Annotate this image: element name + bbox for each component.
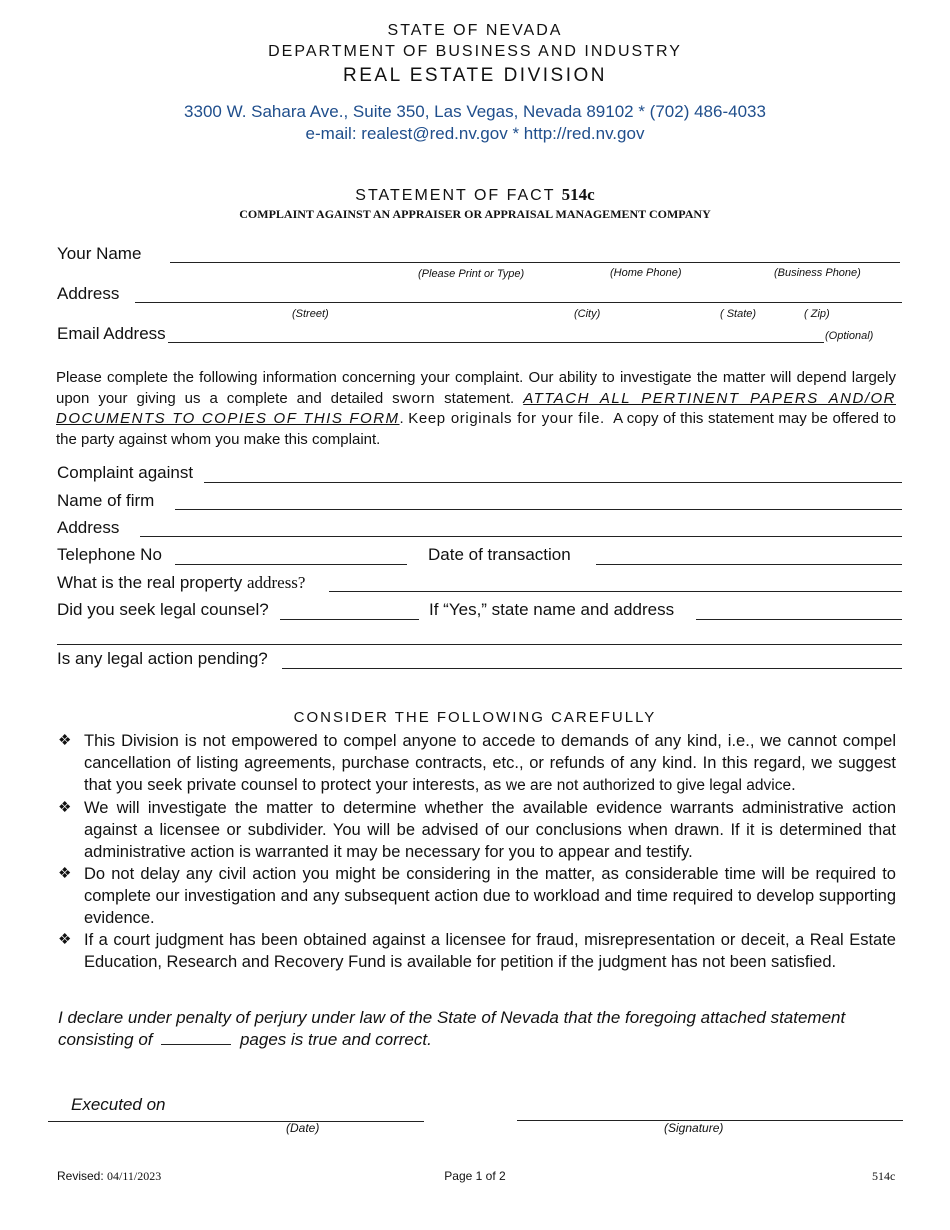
- contact-address: 3300 W. Sahara Ave., Suite 350, Las Vegas, Nevada 89102 * (702) 486-4033: [184, 102, 766, 121]
- email-address-label: Email Address: [57, 324, 166, 343]
- firm-name-field[interactable]: [175, 509, 902, 510]
- date-hint: (Date): [286, 1121, 320, 1135]
- property-address-field[interactable]: [329, 591, 902, 592]
- zip-hint: ( Zip): [804, 308, 830, 320]
- counsel-details-field[interactable]: [696, 619, 902, 620]
- address-field[interactable]: [135, 302, 902, 303]
- list-item: ❖ This Division is not empowered to compel anyone to accede to demands of any kind, i.e., we cannot compel cancellation of listing agreements, purchase contracts, etc., or refunds of any kind. In this regard, we suggest that you seek private counsel to protect your interests, as we are not authorized to give legal advice.: [58, 732, 896, 794]
- form-code: 514c: [872, 1169, 896, 1183]
- diamond-bullet-icon: ❖: [58, 799, 72, 816]
- consider-heading: CONSIDER THE FOLLOWING CAREFULLY: [293, 709, 657, 726]
- telephone-field[interactable]: [175, 564, 407, 565]
- declaration-text: I declare under penalty of perjury under law of the State of Nevada that the foregoing attached statement consisting of pages is true and correct.: [58, 1008, 846, 1049]
- contact-online: [0, 124, 950, 144]
- complaint-against-label: Complaint against: [57, 463, 194, 482]
- list-item: ❖ We will investigate the matter to determine whether the available evidence warrants administrative action against a licensee or subdivider. You will be advised of our conclusions when drawn. If it is determined that administrative action is warranted it may be necessary for you to appear and testify.: [58, 799, 896, 861]
- counsel-details-field-continued[interactable]: [57, 644, 902, 645]
- execution-date-field[interactable]: [48, 1121, 424, 1122]
- your-name-label: Your Name: [57, 244, 142, 263]
- form-number: 514c: [561, 185, 595, 204]
- complaint-against-field[interactable]: [204, 482, 902, 483]
- contact-separator: *: [512, 124, 520, 143]
- respondent-address-label: Address: [57, 518, 120, 537]
- diamond-bullet-icon: ❖: [58, 865, 72, 882]
- transaction-date-field[interactable]: [596, 564, 902, 565]
- instructions-paragraph: Please complete the following information concerning your complaint. Our ability to investigate the matter will depend largely upon your giving us a complete and detailed sworn statement. ATTACH ALL PERTINENT PAPERS AND/OR DOCUMENTS TO COPIES OF THIS FORM. Keep originals for your file. A copy of this statement may be offered to the party against whom you make this complaint.: [56, 369, 896, 448]
- email-address-field[interactable]: [168, 342, 824, 343]
- business-phone-hint: (Business Phone): [774, 267, 861, 279]
- city-hint: (City): [574, 308, 601, 320]
- legal-counsel-field[interactable]: [280, 619, 419, 620]
- website-link[interactable]: http://red.nv.gov: [523, 124, 645, 143]
- agency-department: DEPARTMENT OF BUSINESS AND INDUSTRY: [268, 43, 682, 60]
- telephone-label: Telephone No: [57, 545, 162, 564]
- state-hint: ( State): [720, 308, 757, 320]
- revised-info: Revised: 04/11/2023: [57, 1169, 162, 1183]
- optional-hint: (Optional): [825, 330, 874, 342]
- email-link[interactable]: realest@red.nv.gov: [361, 124, 508, 143]
- home-phone-hint: (Home Phone): [610, 267, 682, 279]
- agency-state: STATE OF NEVADA: [387, 22, 563, 39]
- firm-name-label: Name of firm: [57, 491, 155, 510]
- form-subtitle: COMPLAINT AGAINST AN APPRAISER OR APPRAISAL MANAGEMENT COMPANY: [239, 207, 711, 221]
- signature-hint: (Signature): [664, 1121, 724, 1135]
- legal-action-label: Is any legal action pending?: [57, 649, 268, 668]
- diamond-bullet-icon: ❖: [58, 732, 72, 749]
- legal-action-field[interactable]: [282, 668, 902, 669]
- list-item: ❖ If a court judgment has been obtained against a licensee for fraud, misrepresentation or deceit, a Real Estate Education, Research and Recovery Fund is available for petition if the judgment has not been satisfied.: [58, 931, 896, 971]
- diamond-bullet-icon: ❖: [58, 931, 72, 948]
- consider-list: [56, 730, 896, 973]
- your-name-field[interactable]: [170, 262, 900, 263]
- agency-division: REAL ESTATE DIVISION: [343, 65, 607, 86]
- page-number: Page 1 of 2: [444, 1169, 506, 1183]
- street-hint: (Street): [292, 308, 329, 320]
- executed-on-label: Executed on: [71, 1095, 166, 1114]
- attach-notice: ATTACH ALL PERTINENT PAPERS AND/OR DOCUMENTS TO COPIES OF THIS FORM: [56, 389, 896, 427]
- respondent-address-field[interactable]: [140, 536, 902, 537]
- property-address-label: What is the real property address?: [57, 573, 306, 592]
- list-item: ❖ Do not delay any civil action you might be considering in the matter, as considerable time will be required to complete our investigation and any subsequent action due to workload and time required to develop supporting evidence.: [58, 865, 896, 927]
- name-hint: (Please Print or Type): [418, 268, 525, 280]
- counsel-details-label: If “Yes,” state name and address: [429, 600, 675, 619]
- page-count-field[interactable]: [161, 1030, 231, 1045]
- email-label: e-mail:: [305, 124, 357, 143]
- transaction-date-label: Date of transaction: [428, 545, 571, 564]
- form-title-text: STATEMENT OF FACT: [355, 187, 556, 204]
- form-title: [0, 185, 950, 205]
- legal-counsel-label: Did you seek legal counsel?: [57, 600, 269, 619]
- address-label: Address: [57, 284, 120, 303]
